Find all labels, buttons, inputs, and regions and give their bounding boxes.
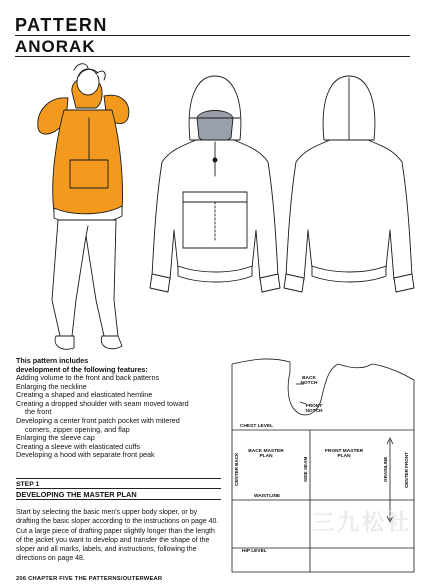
center-front-label: CENTER FRONT xyxy=(404,452,409,488)
chest-level-label: CHEST LEVEL xyxy=(240,424,274,429)
list-item: Creating a shaped and elasticated hemline xyxy=(16,390,153,400)
hip-level-label: HIP LEVEL xyxy=(242,549,267,554)
grainline-label: GRAINLINE xyxy=(383,456,388,482)
back-notch-label: BACK NOTCH xyxy=(300,376,318,387)
pattern-heading: PATTERN xyxy=(15,15,108,35)
anorak-back-flat xyxy=(284,76,414,292)
list-item: Creating a sleeve with elasticated cuffs xyxy=(16,441,141,451)
list-item: Enlarging the neckline xyxy=(16,381,87,391)
watermark: 三九松社 xyxy=(312,510,413,535)
center-back-label: CENTER BACK xyxy=(234,452,239,486)
intro-lead: development of the following features: xyxy=(16,365,148,374)
step-title: DEVELOPING THE MASTER PLAN xyxy=(16,490,137,499)
list-item: corners, zipper opening, and flap xyxy=(25,424,130,434)
list-item: the front xyxy=(25,407,52,417)
front-notch-label: FRONT NOTCH xyxy=(305,404,323,415)
waistline-label: WAISTLINE xyxy=(254,494,281,499)
back-master-label: BACK MASTER PLAN xyxy=(248,449,284,460)
feature-list xyxy=(16,374,221,460)
list-item: Developing a center front patch pocket with mitered xyxy=(16,415,180,425)
step-divider xyxy=(16,499,221,500)
front-master-label: FRONT MASTER PLAN xyxy=(324,449,364,460)
list-item: Creating a dropped shoulder with seam moved toward xyxy=(16,398,189,408)
step-number: STEP 1 xyxy=(16,481,40,488)
anorak-front-flat xyxy=(150,76,280,292)
anorak-heading: ANORAK xyxy=(15,37,96,56)
page-footer: 206 CHAPTER FIVE THE PATTERNS/OUTERWEAR xyxy=(16,576,163,582)
step-body: Start by selecting the basic men's upper body sloper, or by drafting the basic sloper according to the instructions on page 40. Cut a large piece of drafting paper slightly longer than the length of the jacket you want to develop and transfer the shape of the sloper and all marks, labels, and instructions, following the directions on page 48. xyxy=(16,509,219,563)
list-item: Enlarging the sleeve cap xyxy=(16,433,95,443)
side-seam-label: SIDE SEAM xyxy=(303,456,308,482)
intro-lead: This pattern includes xyxy=(16,356,89,365)
list-item: Developing a hood with separate front peak xyxy=(16,450,155,460)
model-illustration xyxy=(38,64,129,350)
list-item: Adding volume to the front and back patterns xyxy=(16,373,160,382)
step-divider xyxy=(16,488,221,489)
step-divider xyxy=(16,478,221,479)
intro-section xyxy=(16,356,221,460)
